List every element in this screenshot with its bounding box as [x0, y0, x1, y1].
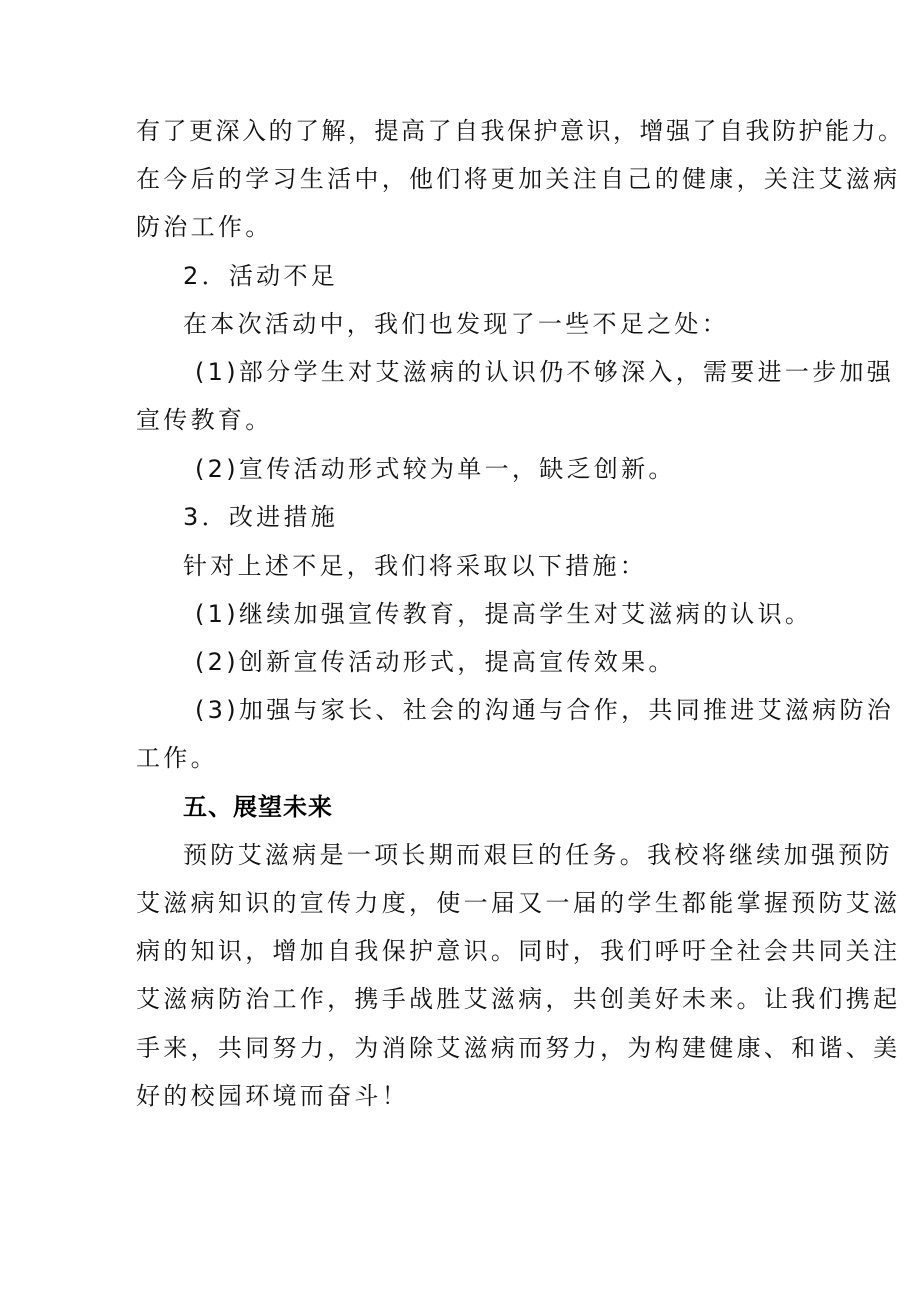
section-heading: 五、展望未来 — [183, 793, 333, 821]
paragraph-line: 艾滋病防治工作，携手战胜艾滋病，共创美好未来。让我们携起 — [136, 985, 901, 1013]
paragraph-line: 好的校园环境而奋斗！ — [136, 1082, 409, 1110]
paragraph-line: 手来，共同努力，为消除艾滋病而努力，为构建健康、和谐、美 — [136, 1034, 901, 1062]
list-item: (3)加强与家长、社会的沟通与合作，共同推进艾滋病防治 — [195, 696, 895, 724]
paragraph-line: 病的知识，增加自我保护意识。同时，我们呼吁全社会共同关注 — [136, 937, 901, 965]
paragraph-line: 有了更深入的了解，提高了自我保护意识，增强了自我防护能力。 — [136, 117, 905, 145]
list-item: (1)部分学生对艾滋病的认识仍不够深入，需要进一步加强 — [195, 358, 895, 386]
paragraph-line: 在本次活动中，我们也发现了一些不足之处： — [183, 310, 729, 338]
paragraph-line: 防治工作。 — [136, 213, 273, 241]
list-item: (2)创新宣传活动形式，提高宣传效果。 — [195, 648, 676, 676]
paragraph-line: 在今后的学习生活中，他们将更加关注自己的健康，关注艾滋病 — [136, 165, 901, 193]
paragraph-line: 艾滋病知识的宣传力度，使一届又一届的学生都能掌握预防艾滋 — [136, 889, 901, 917]
paragraph-line: 工作。 — [136, 744, 218, 772]
paragraph-line: 预防艾滋病是一项长期而艰巨的任务。我校将继续加强预防 — [183, 841, 893, 869]
list-item: (2)宣传活动形式较为单一，缺乏创新。 — [195, 455, 676, 483]
subsection-heading: 2．活动不足 — [183, 262, 339, 290]
subsection-heading: 3．改进措施 — [183, 503, 339, 531]
paragraph-line: 针对上述不足，我们将采取以下措施： — [183, 552, 648, 580]
list-item: (1)继续加强宣传教育，提高学生对艾滋病的认识。 — [195, 600, 813, 628]
paragraph-line: 宣传教育。 — [136, 406, 273, 434]
